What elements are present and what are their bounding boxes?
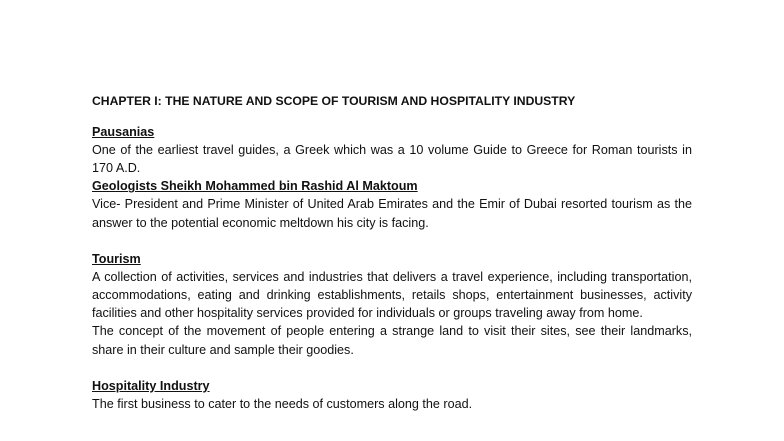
- heading-tourism: Tourism: [92, 251, 141, 266]
- paragraph-tourism-concept: The concept of the movement of people entering a strange land to visit their sites, see their landmarks, share in their culture and sample their goodies.: [92, 324, 692, 357]
- spacer: [92, 359, 692, 377]
- spacer: [92, 232, 692, 250]
- chapter-title: CHAPTER I: THE NATURE AND SCOPE OF TOURISM AND HOSPITALITY INDUSTRY: [92, 94, 576, 108]
- heading-hospitality-industry: Hospitality Industry: [92, 378, 210, 393]
- paragraph-pausanias: One of the earliest travel guides, a Greek which was a 10 volume Guide to Greece for Roman tourists in 170 A.D.: [92, 143, 692, 176]
- heading-geologists: Geologists Sheikh Mohammed bin Rashid Al Maktoum: [92, 179, 418, 194]
- paragraph-hospitality-industry: The first business to cater to the needs of customers along the road.: [92, 396, 473, 411]
- document-page: [92, 93, 692, 413]
- paragraph-tourism-definition: A collection of activities, services and industries that delivers a travel experience, including transportation, accommodations, eating and drinking establishments, retails shops, entertainment businesses, activity facilities and other hospitality services provided for individuals or groups traveling away from home.: [92, 269, 692, 321]
- heading-pausanias: Pausanias: [92, 125, 155, 139]
- paragraph-geologists: Vice- President and Prime Minister of United Arab Emirates and the Emir of Dubai resorted tourism as the answer to the potential economic meltdown his city is facing.: [92, 197, 692, 230]
